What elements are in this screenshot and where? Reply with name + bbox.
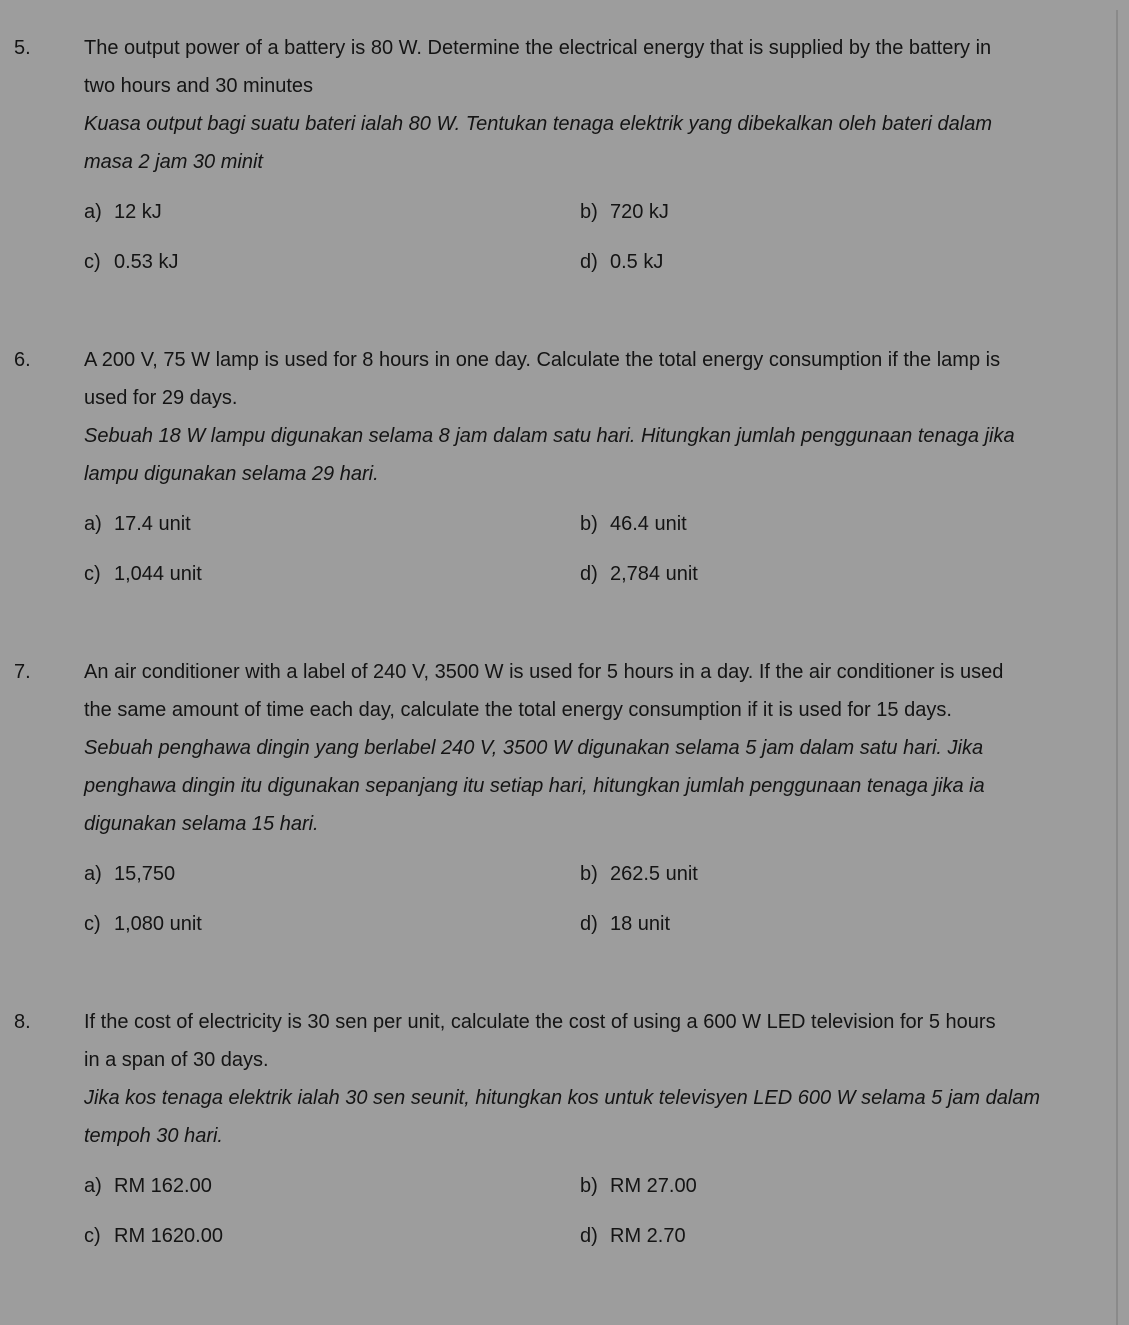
- option-b[interactable]: b) 720 kJ: [580, 201, 669, 223]
- question-number: 8.: [14, 1011, 31, 1033]
- question-body: [84, 341, 1084, 620]
- answer-options: [84, 510, 1084, 620]
- option-c[interactable]: c) 1,080 unit: [84, 913, 202, 935]
- question-number: 5.: [14, 37, 31, 59]
- question-number: 7.: [14, 661, 31, 683]
- option-d[interactable]: d) 2,784 unit: [580, 563, 698, 585]
- option-d[interactable]: d) 0.5 kJ: [580, 251, 664, 273]
- question-text-english: The output power of a battery is 80 W. Determine the electrical energy that is supplied by the battery in two hours and 30 minutes: [84, 37, 992, 97]
- page-edge-divider: [1116, 10, 1118, 1325]
- option-d[interactable]: d) RM 2.70: [580, 1225, 686, 1247]
- option-b[interactable]: b) 262.5 unit: [580, 863, 698, 885]
- answer-options: [84, 198, 1084, 308]
- answer-options: [84, 1172, 1084, 1282]
- option-a[interactable]: a) 15,750: [84, 863, 176, 885]
- option-d[interactable]: d) 18 unit: [580, 913, 671, 935]
- answer-options: [84, 860, 1084, 970]
- question-text-english: If the cost of electricity is 30 sen per unit, calculate the cost of using a 600 W LED television for 5 hours in a span of 30 days.: [84, 1011, 996, 1071]
- option-c[interactable]: c) 1,044 unit: [84, 563, 202, 585]
- question-body: [84, 29, 1084, 308]
- option-a[interactable]: a) RM 162.00: [84, 1175, 212, 1197]
- question-body: [84, 653, 1084, 970]
- option-c[interactable]: c) 0.53 kJ: [84, 251, 179, 273]
- option-a[interactable]: a) 17.4 unit: [84, 513, 191, 535]
- question-text-malay: Sebuah 18 W lampu digunakan selama 8 jam dalam satu hari. Hitungkan jumlah penggunaan tenaga jika lampu digunakan selama 29 hari.: [84, 425, 1015, 485]
- option-b[interactable]: b) RM 27.00: [580, 1175, 697, 1197]
- question-text-malay: Kuasa output bagi suatu bateri ialah 80 W. Tentukan tenaga elektrik yang dibekalkan oleh bateri dalam masa 2 jam 30 minit: [84, 113, 993, 173]
- question-number: 6.: [14, 349, 31, 371]
- question-text-malay: Jika kos tenaga elektrik ialah 30 sen seunit, hitungkan kos untuk televisyen LED 600 W selama 5 jam dalam tempoh 30 hari.: [84, 1087, 1041, 1147]
- question-text-english: An air conditioner with a label of 240 V, 3500 W is used for 5 hours in a day. If the air conditioner is used the same amount of time each day, calculate the total energy consumption if it is used for 15 days.: [84, 661, 1004, 721]
- option-c[interactable]: c) RM 1620.00: [84, 1225, 223, 1247]
- question-body: [84, 1003, 1084, 1282]
- option-a[interactable]: a) 12 kJ: [84, 201, 162, 223]
- option-b[interactable]: b) 46.4 unit: [580, 513, 687, 535]
- question-text-malay: Sebuah penghawa dingin yang berlabel 240 V, 3500 W digunakan selama 5 jam dalam satu hari. Jika penghawa dingin itu digunakan sepanjang itu setiap hari, hitungkan jumlah penggunaan tenaga jika ia digunakan selama 15 hari.: [84, 737, 985, 835]
- question-text-english: A 200 V, 75 W lamp is used for 8 hours in one day. Calculate the total energy consumption if the lamp is used for 29 days.: [84, 349, 1001, 409]
